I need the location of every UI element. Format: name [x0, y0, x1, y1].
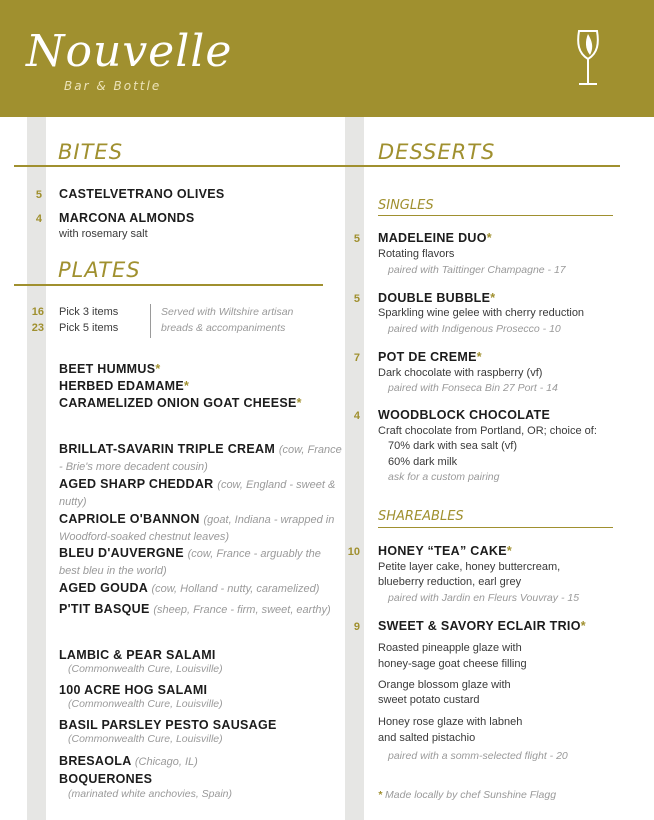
spread-item: CARAMELIZED ONION GOAT CHEESE*: [59, 396, 302, 410]
bite-name: CASTELVETRANO OLIVES: [59, 187, 225, 201]
dessert-pairing: paired with a somm-selected flight - 20: [388, 750, 568, 762]
dessert-desc: honey-sage goat cheese filling: [378, 658, 527, 670]
meat-note: (Commonwealth Cure, Louisville): [68, 733, 223, 745]
pick-label: Pick 5 items: [59, 322, 119, 334]
meat-name: LAMBIC & PEAR SALAMI: [59, 648, 216, 662]
meat-item: BRESAOLA (Chicago, IL): [59, 754, 198, 768]
dessert-name: POT DE CREME*: [378, 350, 482, 364]
cheese-item: CAPRIOLE O'BANNON (goat, Indiana - wrapped in Woodford-soaked chestnut leaves): [59, 512, 335, 543]
dessert-option: 70% dark with sea salt (vf): [388, 440, 517, 452]
meat-note: (Commonwealth Cure, Louisville): [68, 698, 223, 710]
meat-note: (marinated white anchovies, Spain): [68, 788, 233, 800]
dessert-desc: Orange blossom glaze with: [378, 679, 511, 691]
header-banner: [0, 0, 654, 117]
dessert-pairing: paired with Fonseca Bin 27 Port - 14: [388, 382, 558, 394]
dessert-name: WOODBLOCK CHOCOLATE: [378, 408, 551, 422]
cheese-item: BRILLAT-SAVARIN TRIPLE CREAM (cow, France - Brie's more decadent cousin): [59, 442, 342, 473]
dessert-desc: Rotating flavors: [378, 248, 455, 260]
dessert-desc: Petite layer cake, honey buttercream,: [378, 561, 561, 573]
singles-rule: [378, 215, 613, 216]
dessert-pairing: paired with Jardin en Fleurs Vouvray - 15: [388, 592, 580, 604]
dessert-price: 10: [347, 546, 360, 558]
served-note: Served with Wiltshire artisan: [161, 306, 294, 318]
bite-price: 5: [35, 189, 42, 201]
dessert-desc: sweet potato custard: [378, 694, 480, 706]
cheese-item: P'TIT BASQUE (sheep, France - firm, sweet, earthy): [59, 602, 331, 616]
desserts-title: DESSERTS: [378, 140, 496, 164]
dessert-pairing: paired with Taittinger Champagne - 17: [388, 264, 566, 276]
meat-name: BASIL PARSLEY PESTO SAUSAGE: [59, 718, 277, 732]
pick-price: 23: [31, 322, 44, 334]
spread-item: HERBED EDAMAME*: [59, 379, 190, 393]
bites-desserts-rule: [14, 165, 620, 167]
plates-rule: [14, 284, 323, 286]
dessert-desc: Roasted pineapple glaze with: [378, 642, 522, 654]
pick-label: Pick 3 items: [59, 306, 119, 318]
bite-desc: with rosemary salt: [59, 228, 148, 240]
meat-name: BOQUERONES: [59, 772, 153, 786]
dessert-desc: and salted pistachio: [378, 732, 476, 744]
wine-glass-icon: [574, 29, 602, 87]
right-column-rail: [345, 117, 364, 820]
plates-divider: [150, 304, 151, 338]
pick-price: 16: [31, 306, 44, 318]
dessert-price: 5: [353, 233, 360, 245]
dessert-desc: Dark chocolate with raspberry (vf): [378, 367, 543, 379]
dessert-pairing: paired with Indigenous Prosecco - 10: [388, 323, 561, 335]
dessert-name: SWEET & SAVORY ECLAIR TRIO*: [378, 619, 586, 633]
dessert-desc: Sparkling wine gelee with cherry reduction: [378, 307, 585, 319]
dessert-pairing: ask for a custom pairing: [388, 471, 500, 483]
footnote: * Made locally by chef Sunshine Flagg: [378, 789, 557, 801]
cheese-item: AGED GOUDA (cow, Holland - nutty, caramelized): [59, 581, 320, 595]
spread-item: BEET HUMMUS*: [59, 362, 161, 376]
dessert-desc: Craft chocolate from Portland, OR; choice of:: [378, 425, 597, 437]
dessert-desc: blueberry reduction, earl grey: [378, 576, 522, 588]
cheese-item: BLEU D'AUVERGNE (cow, France - arguably the best bleu in the world): [59, 546, 321, 577]
dessert-price: 9: [353, 621, 360, 633]
meat-note: (Commonwealth Cure, Louisville): [68, 663, 223, 675]
dessert-price: 4: [353, 410, 360, 422]
dessert-desc: Honey rose glaze with labneh: [378, 716, 523, 728]
dessert-price: 7: [353, 352, 360, 364]
meat-name: 100 ACRE HOG SALAMI: [59, 683, 208, 697]
shareables-title: SHAREABLES: [378, 509, 464, 524]
bite-name: MARCONA ALMONDS: [59, 211, 195, 225]
brand-logo: Nouvelle: [26, 26, 233, 77]
dessert-name: MADELEINE DUO*: [378, 231, 492, 245]
dessert-price: 5: [353, 293, 360, 305]
served-note: breads & accompaniments: [161, 322, 286, 334]
dessert-option: 60% dark milk: [388, 456, 458, 468]
plates-title: PLATES: [58, 258, 141, 282]
bite-price: 4: [35, 213, 42, 225]
dessert-name: HONEY “TEA” CAKE*: [378, 544, 513, 558]
brand-tagline: Bar & Bottle: [64, 79, 162, 93]
cheese-item: AGED SHARP CHEDDAR (cow, England - sweet & nutty): [59, 477, 336, 508]
singles-title: SINGLES: [378, 198, 434, 213]
shareables-rule: [378, 527, 613, 528]
bites-title: BITES: [58, 140, 124, 164]
dessert-name: DOUBLE BUBBLE*: [378, 291, 496, 305]
